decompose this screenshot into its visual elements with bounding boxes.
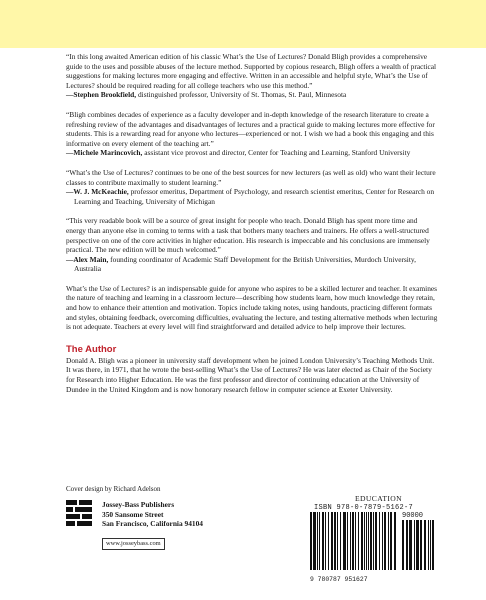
barcode-bar xyxy=(350,512,351,570)
barcode-bar xyxy=(366,512,367,570)
barcode-bar xyxy=(414,520,415,570)
blurb-role: distinguished professor, University of St. Thomas, St. Paul, Minnesota xyxy=(137,90,347,100)
barcode-bar xyxy=(352,512,354,570)
barcode-bar xyxy=(340,512,341,570)
barcode-bar xyxy=(432,520,434,570)
book-description: What’s the Use of Lectures? is an indispensable guide for anyone who aspires to be a skilled lecturer and teacher. It examines the nature of teaching and learning in a classroom lecture—describing how students learn, how much knowledge they retain, and how to enhance their attention and motivation. Topics include taking notes, using handouts, practicing different formats and styles, obtaining feedback, overcoming difficulties, evaluating the lecture, and testing alternative methods when lecturing is not adequate. Teachers at every level will find straightforward and detailed advice to help improve their lectures. xyxy=(66,283,438,332)
blurb-name: —Michele Marincovich, xyxy=(66,148,143,158)
barcode-bar xyxy=(368,512,369,570)
blurb-brookfield xyxy=(66,52,438,100)
barcode-addon xyxy=(402,520,434,570)
barcode-bar xyxy=(384,512,386,570)
publisher-name: Jossey-Bass Publishers xyxy=(102,500,175,509)
blurb-attribution xyxy=(66,255,438,274)
barcode-bar xyxy=(428,520,429,570)
barcode-bar xyxy=(379,512,380,570)
blurb-quote: “Bligh combines decades of experience as a faculty developer and in-depth knowledge of the research literature to create a refreshing review of the advantages and disadvantages of lectures and a practical guide to making lectures more effective for students. This is a rewarding read for anyone who lectures—experienced or not. I wish we had a book this engaging and this informative on every element of the teaching art.” xyxy=(66,109,435,148)
barcode-bar xyxy=(358,512,359,570)
back-cover-text xyxy=(66,52,438,408)
blurb-role: professor emeritus, Department of Psychology, and research scientist emeritus, Center for Research on Learning and Teaching, University of Michigan xyxy=(74,187,435,206)
barcode-bar xyxy=(388,512,389,570)
barcode-bar xyxy=(322,512,324,570)
blurb-name: —Alex Main, xyxy=(66,254,109,264)
blurb-role: founding coordinator of Academic Staff Development for the British Universities, Murdoch University, Australia xyxy=(74,254,416,274)
blurb-main xyxy=(66,216,438,274)
barcode-bar xyxy=(343,512,346,570)
barcode-bar xyxy=(430,520,431,570)
blurb-attribution xyxy=(66,90,438,100)
cover-design-credit: Cover design by Richard Adelson xyxy=(66,485,161,493)
blurb-quote: “In this long awaited American edition of his classic What’s the Use of Lectures? Donald Bligh provides a comprehensive guide to the uses and possible abuses of the lecture method. Supported by copious research, Bligh offers a wealth of practical suggestions for making lectures more engaging and effective. Written in an accessible and helpful style, What’s the Use of Lectures? should be required reading for all college teachers who use this method.” xyxy=(66,52,437,90)
publisher-city: San Francisco, California 94104 xyxy=(102,519,204,528)
publisher-block xyxy=(66,500,256,560)
price-addon xyxy=(402,512,434,575)
price-code: 90000 xyxy=(402,512,424,520)
barcode-bar xyxy=(402,520,404,570)
blurb-role: assistant vice provost and director, Center for Teaching and Learning, Stanford University xyxy=(144,148,411,158)
blurb-marincovich xyxy=(66,110,438,158)
barcode-bar xyxy=(409,520,412,570)
barcode-bar xyxy=(337,512,338,570)
barcode-bar xyxy=(361,512,363,570)
barcode-bar xyxy=(331,512,333,570)
author-heading: The Author xyxy=(66,343,117,355)
barcode-row xyxy=(310,512,438,575)
barcode-bar xyxy=(319,512,320,570)
blurb-name: —Stephen Brookfield, xyxy=(66,90,137,100)
publisher-street: 350 Sansome Street xyxy=(102,509,164,519)
blurb-mckeachie xyxy=(66,168,438,206)
barcode-bar xyxy=(364,512,365,570)
barcode-bar xyxy=(373,512,374,570)
blurb-quote: “What’s the Use of Lectures? continues to be one of the best sources for new lecturers (as well as old) who want their lecture classes to contribute maximally to student learning.” xyxy=(66,167,436,187)
barcode-bar xyxy=(416,520,419,570)
isbn-barcode-block xyxy=(310,504,438,584)
author-bio: Donald A. Bligh was a pioneer in university staff development when he joined London University’s Teaching Methods Unit. It was there, in 1971, that he wrote the best-selling What’s the Use of Lectures? He was later elected as Chair of the Society for Research into Higher Education. He was the first professor and director of continuing education at the University of Dundee in the United Kingdom and is now honorary research fellow in computer science at Exeter University. xyxy=(66,355,435,394)
barcode-bar xyxy=(424,520,426,570)
barcode-bar xyxy=(394,512,396,570)
blurb-attribution xyxy=(66,187,438,206)
publisher-logo-icon xyxy=(66,500,92,526)
blurb-quote: “This very readable book will be a source of great insight for people who teach. Donald Bligh has spent more time and energy than anyone else in coming to terms with a task that bothers many teachers and trainers. He offers a well-structured perspective on one of the core activities in higher education. His research is impeccable and his conclusions are immensely practical. The new edition will be much welcomed.” xyxy=(66,216,430,255)
blurb-attribution xyxy=(66,148,438,158)
barcode-bar xyxy=(406,520,408,570)
barcode-bar xyxy=(328,512,329,570)
publisher-address xyxy=(102,500,203,529)
barcode-ean13 xyxy=(310,512,398,570)
blurb-name: —W. J. McKeachie, xyxy=(66,187,129,197)
barcode-bar xyxy=(355,512,356,570)
barcode-bar xyxy=(370,512,372,570)
barcode-bar xyxy=(390,512,392,570)
barcode-digits: 9 780787 951627 xyxy=(310,576,368,583)
barcode-bar xyxy=(347,512,348,570)
barcode-bar xyxy=(382,512,383,570)
barcode-bar xyxy=(317,512,318,570)
barcode-bar xyxy=(334,512,336,570)
barcode-bar xyxy=(325,512,326,570)
publisher-url[interactable]: www.josseybass.com xyxy=(102,538,165,550)
barcode-bar xyxy=(310,512,312,570)
top-color-band xyxy=(0,0,486,48)
barcode-bar xyxy=(375,512,377,570)
barcode-bar xyxy=(420,520,422,570)
category-label: EDUCATION xyxy=(355,494,403,503)
isbn-text: ISBN 978-0-7879-5162-7 xyxy=(314,504,414,512)
barcode-bar xyxy=(313,512,316,570)
